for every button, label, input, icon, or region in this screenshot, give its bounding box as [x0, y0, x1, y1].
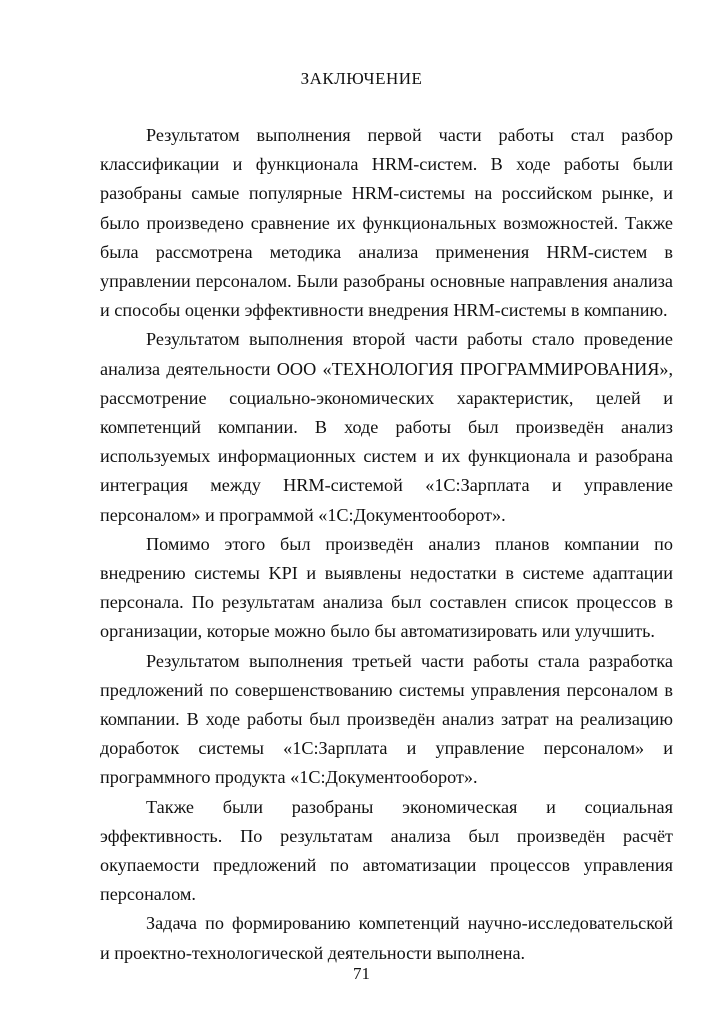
- paragraph-6: Задача по формированию компетенций научно-исследовательской и проектно-технологической деятельности выполнена.: [100, 913, 673, 963]
- paragraph-3: Помимо этого был произведён анализ планов компании по внедрению системы KPI и выявлены недостатки в системе адаптации персонала. По результатам анализа был составлен список процессов в организации, которые можно было бы автоматизировать или улучшить.: [100, 533, 673, 642]
- page-title: ЗАКЛЮЧЕНИЕ: [300, 69, 423, 88]
- page-number: 71: [353, 964, 370, 983]
- paragraph-2: Результатом выполнения второй части работы стало проведение анализа деятельности ООО «ТЕХНОЛОГИЯ ПРОГРАММИРОВАНИЯ», рассмотрение социально-экономических характеристик, целей и компетенций компании. В ходе работы был произведён анализ используемых информационных систем и их функционала и разобрана интеграция между HRM-системой «1С:Зарплата и управление персоналом» и программой «1С:Документооборот».: [100, 329, 673, 525]
- body-text: [100, 121, 673, 968]
- paragraph-5: Также были разобраны экономическая и социальная эффективность. По результатам анализа был произведён расчёт окупаемости предложений по автоматизации процессов управления персоналом.: [100, 796, 673, 905]
- paragraph-1: Результатом выполнения первой части работы стал разбор классификации и функционала HRM-систем. В ходе работы были разобраны самые популярные HRM-системы на российском рынке, и было произведено сравнение их функциональных возможностей. Также была рассмотрена методика анализа применения HRM-систем в управлении персоналом. Были разобраны основные направления анализа и способы оценки эффективности внедрения HRM-системы в компанию.: [100, 125, 673, 321]
- paragraph-4: Результатом выполнения третьей части работы стала разработка предложений по совершенствованию системы управления персоналом в компании. В ходе работы был произведён анализ затрат на реализацию доработок системы «1С:Зарплата и управление персоналом» и программного продукта «1С:Документооборот».: [100, 650, 673, 788]
